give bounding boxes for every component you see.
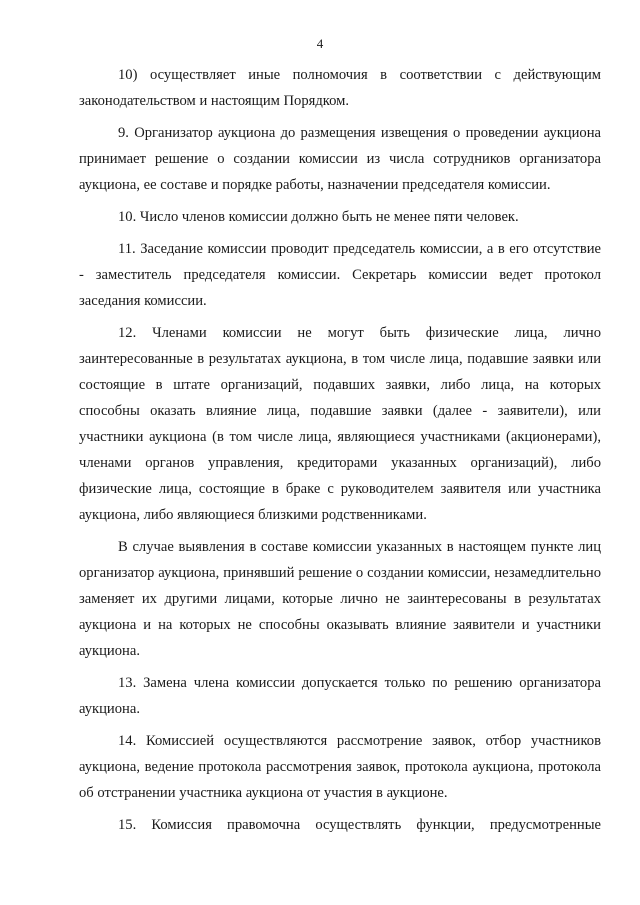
paragraph-clause-12-continued: В случае выявления в составе комиссии указанных в настоящем пункте лиц организатор аукциона, принявший решение о создании комиссии, незамедлительно заменяет их другими лицами, которые лично не заинтересованы в результатах аукциона и на которых не способны оказывать влияние заявители и участники аукциона. bbox=[79, 539, 601, 659]
page-number: 4 bbox=[316, 36, 324, 51]
paragraph-item-10-powers: 10) осуществляет иные полномочия в соответствии с действующим законодательством и настоящим Порядком. bbox=[79, 67, 601, 109]
paragraph-clause-12: 12. Членами комиссии не могут быть физические лица, лично заинтересованные в результатах аукциона, в том числе лица, подавшие заявки или состоящие в штате организаций, подавших заявки, либо лица, на которых способны оказать влияние лица, подавшие заявки (далее - заявители), или участники аукциона (в том числе лица, являющиеся участниками (акционерами), членами органов управления, кредиторами указанных организаций), либо физические лица, состоящие в браке с руководителем заявителя или участника аукциона, либо являющиеся близкими родственниками. bbox=[79, 325, 601, 523]
paragraph-clause-14: 14. Комиссией осуществляются рассмотрение заявок, отбор участников аукциона, ведение протокола рассмотрения заявок, протокола аукциона, протокола об отстранении участника аукциона от участия в аукционе. bbox=[79, 733, 601, 801]
paragraph-clause-10: 10. Число членов комиссии должно быть не менее пяти человек. bbox=[118, 209, 519, 225]
paragraph-clause-9: 9. Организатор аукциона до размещения извещения о проведении аукциона принимает решение о создании комиссии из числа сотрудников организатора аукциона, ее составе и порядке работы, назначении председателя комиссии. bbox=[79, 125, 601, 193]
paragraph-clause-11: 11. Заседание комиссии проводит председатель комиссии, а в его отсутствие - заместитель председателя комиссии. Секретарь комиссии ведет протокол заседания комиссии. bbox=[79, 241, 601, 309]
paragraph-clause-13: 13. Замена члена комиссии допускается только по решению организатора аукциона. bbox=[79, 675, 601, 717]
document-body bbox=[79, 62, 601, 844]
paragraph-clause-15: 15. Комиссия правомочна осуществлять функции, предусмотренные bbox=[118, 817, 601, 833]
